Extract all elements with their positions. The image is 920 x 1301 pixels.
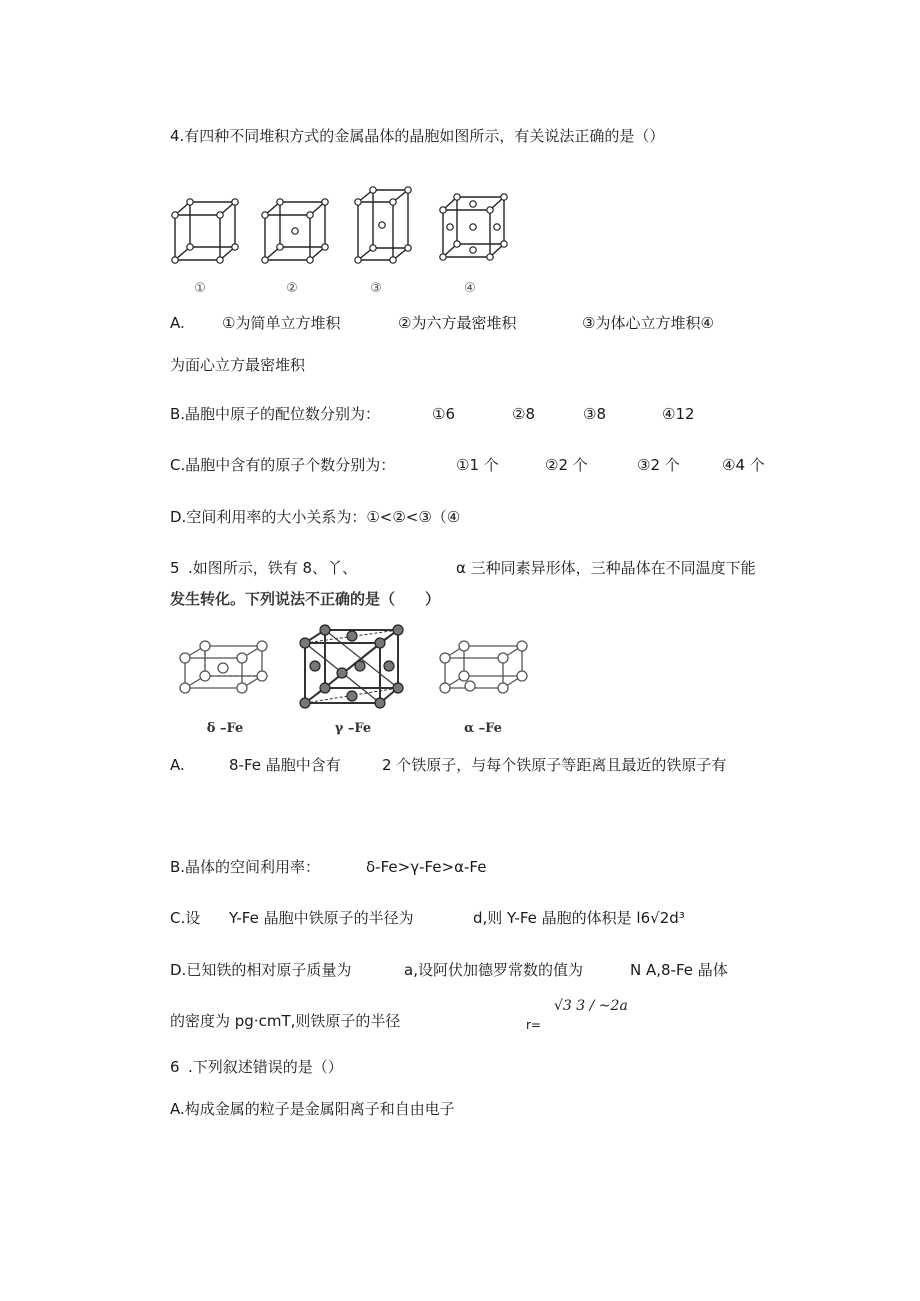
density-formula: √3 3 / ~2a — [554, 998, 628, 1014]
q4-option-c-v2: ②2 个 — [545, 456, 588, 474]
q5-option-c-part3: d,则 Y-Fe 晶胞的体积是 l6√2d³ — [473, 909, 685, 927]
q4-option-c-v4: ④4 个 — [722, 456, 765, 474]
q4-option-b-v4: ④12 — [662, 405, 695, 423]
q4-option-b-v2: ②8 — [512, 405, 535, 423]
q6-number: 6 — [170, 1058, 180, 1076]
q5-iron-figures — [170, 618, 540, 740]
fig-label-delta: δ –Fe — [206, 721, 244, 736]
q5-option-c-part1: C.设 — [170, 909, 201, 927]
q4-option-b-v3: ③8 — [583, 405, 606, 423]
fig-label-3: ③ — [370, 281, 382, 296]
q5-option-d-part2: a,设阿伏加德罗常数的值为 — [404, 961, 583, 979]
q5-option-a-part1: 8-Fe 晶胞中含有 — [229, 756, 341, 774]
q4-option-a-part1: ①为简单立方堆积 — [222, 314, 341, 332]
q4-option-b: B.晶胞中原子的配位数分别为： — [170, 405, 381, 423]
q4-option-a-part4: 为面心立方最密堆积 — [170, 356, 306, 374]
q5-stem-c: 发生转化。下列说法不正确的是（ ） — [170, 590, 441, 608]
q5-option-c-part2: Y-Fe 晶胞中铁原子的半径为 — [229, 909, 414, 927]
q5-option-d-part4: 的密度为 pg·cmT,则铁原子的半径 — [170, 1012, 401, 1030]
q4-option-d: D.空间利用率的大小关系为：①<②<③（④ — [170, 508, 461, 526]
fig-label-4: ④ — [464, 281, 476, 296]
q5-option-a-part2: 2 个铁原子，与每个铁原子等距离且最近的铁原子有 — [382, 756, 727, 774]
q4-option-c: C.晶胞中含有的原子个数分别为： — [170, 456, 396, 474]
q4-stem: 4.有四种不同堆积方式的金属晶体的晶胞如图所示，有关说法正确的是（） — [170, 127, 665, 145]
q4-option-a-part2: ②为六方最密堆积 — [398, 314, 517, 332]
formula-r: r= — [526, 1018, 541, 1032]
fig-label-2: ② — [286, 281, 298, 296]
q5-option-b-part1: B.晶体的空间利用率： — [170, 858, 321, 876]
fig-label-gamma: γ –Fe — [334, 721, 372, 736]
fig-label-1: ① — [194, 281, 206, 296]
q4-crystal-figures — [160, 180, 520, 300]
cube-simple-cubic — [175, 202, 235, 260]
q4-option-a-part3: ③为体心立方堆积④ — [582, 314, 714, 332]
q6-stem: .下列叙述错误的是（） — [188, 1058, 343, 1076]
q4-option-c-v1: ①1 个 — [456, 456, 499, 474]
q5-option-a-letter: A. — [170, 756, 185, 774]
q5-option-d-part3: N A,8-Fe 晶体 — [630, 961, 728, 979]
q4-option-b-v1: ①6 — [432, 405, 455, 423]
q4-option-c-v3: ③2 个 — [637, 456, 680, 474]
q5-number: 5 — [170, 559, 180, 577]
q4-option-a-letter: A. — [170, 314, 185, 332]
q5-stem-b: α 三种同素异形体，三种晶体在不同温度下能 — [456, 559, 756, 577]
q5-option-b-part2: δ-Fe>γ-Fe>α-Fe — [366, 858, 487, 876]
fig-label-alpha: α –Fe — [464, 721, 502, 736]
q6-option-a: A.构成金属的粒子是金属阳离子和自由电子 — [170, 1100, 455, 1118]
q5-stem-a: .如图所示，铁有 8、丫、 — [188, 559, 358, 577]
cube-alpha-fe — [445, 646, 522, 688]
q5-option-d-part1: D.已知铁的相对原子质量为 — [170, 961, 352, 979]
